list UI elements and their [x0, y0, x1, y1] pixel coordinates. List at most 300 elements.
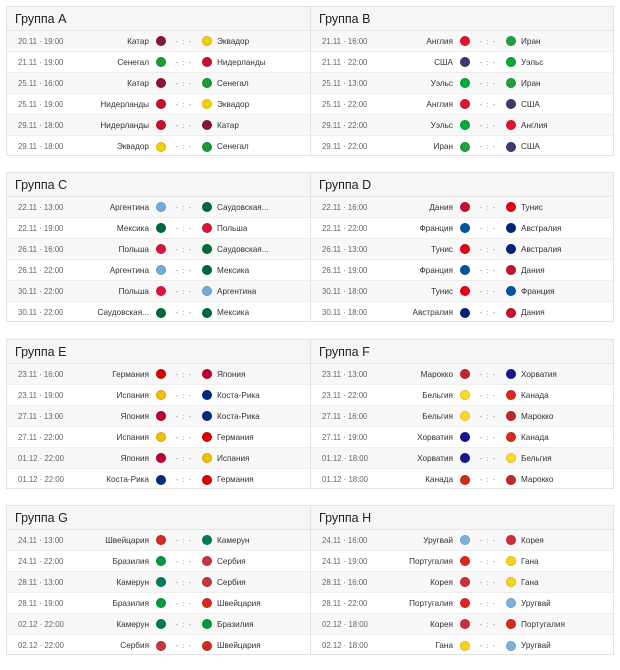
match-row[interactable] — [311, 260, 613, 281]
group-title: Группа G — [7, 506, 310, 530]
match-row[interactable] — [7, 593, 310, 614]
away-flag-icon — [506, 535, 516, 545]
match-row[interactable] — [7, 260, 310, 281]
home-team: Тунис — [431, 286, 453, 296]
home-flag-icon — [156, 99, 166, 109]
match-date: 27.11 · 16:00 — [322, 411, 368, 421]
match-score: - : - — [479, 475, 497, 484]
home-flag-icon — [460, 142, 470, 152]
away-flag-icon — [202, 36, 212, 46]
home-team: Катар — [127, 36, 149, 46]
away-flag-icon — [202, 286, 212, 296]
away-team: Гана — [521, 556, 539, 566]
match-row[interactable] — [311, 469, 613, 490]
away-team: Германия — [217, 475, 254, 484]
match-row[interactable] — [311, 635, 613, 656]
away-team: Саудовская... — [217, 244, 269, 254]
home-team: Хорватия — [417, 432, 453, 442]
away-flag-icon — [202, 556, 212, 566]
group-block-row — [6, 505, 614, 655]
match-score: - : - — [479, 223, 497, 233]
match-score: - : - — [479, 78, 497, 88]
home-team: Испания — [116, 390, 149, 400]
match-row[interactable] — [311, 302, 613, 323]
home-team: Англия — [426, 99, 453, 109]
home-flag-icon — [156, 265, 166, 275]
match-row[interactable] — [7, 31, 310, 52]
home-team: Катар — [127, 78, 149, 88]
away-team: Корея — [521, 535, 544, 545]
match-score: - : - — [175, 556, 193, 566]
match-row[interactable] — [311, 385, 613, 406]
group-panel — [7, 340, 310, 488]
away-team: Бельгия — [521, 453, 552, 463]
match-score: - : - — [175, 598, 193, 608]
match-row[interactable] — [7, 239, 310, 260]
match-score: - : - — [175, 265, 193, 275]
match-date: 25.11 · 22:00 — [322, 99, 368, 109]
match-score: - : - — [479, 120, 497, 130]
away-flag-icon — [202, 57, 212, 67]
match-row[interactable] — [7, 635, 310, 656]
match-date: 22.11 · 16:00 — [322, 202, 368, 212]
away-flag-icon — [506, 142, 516, 152]
match-date: 30.11 · 18:00 — [322, 286, 368, 296]
match-row[interactable] — [7, 469, 310, 490]
match-date: 24.11 · 13:00 — [18, 535, 64, 545]
home-flag-icon — [460, 556, 470, 566]
away-flag-icon — [506, 57, 516, 67]
match-score: - : - — [479, 641, 497, 650]
match-score: - : - — [479, 57, 497, 67]
home-flag-icon — [460, 369, 470, 379]
home-team: Камерун — [116, 619, 149, 629]
match-date: 02.12 · 22:00 — [18, 641, 64, 650]
group-panel — [7, 7, 310, 155]
match-date: 02.12 · 18:00 — [322, 619, 368, 629]
away-team: Эквадор — [217, 99, 250, 109]
home-flag-icon — [156, 78, 166, 88]
away-flag-icon — [506, 36, 516, 46]
home-flag-icon — [460, 36, 470, 46]
match-score: - : - — [175, 286, 193, 296]
match-score: - : - — [175, 202, 193, 212]
away-team: Канада — [521, 390, 549, 400]
match-row[interactable] — [311, 281, 613, 302]
home-team: Германия — [112, 369, 149, 379]
away-team: Канада — [521, 432, 549, 442]
home-flag-icon — [460, 78, 470, 88]
match-score: - : - — [479, 265, 497, 275]
home-team: Бельгия — [422, 411, 453, 421]
away-flag-icon — [202, 202, 212, 212]
match-row[interactable] — [7, 406, 310, 427]
home-flag-icon — [460, 453, 470, 463]
match-score: - : - — [175, 57, 193, 67]
match-row[interactable] — [7, 572, 310, 593]
away-team: Сербия — [217, 577, 246, 587]
match-date: 26.11 · 13:00 — [322, 244, 368, 254]
group-block-row — [6, 172, 614, 322]
match-date: 22.11 · 13:00 — [18, 202, 64, 212]
away-flag-icon — [506, 78, 516, 88]
away-team: Коста-Рика — [217, 411, 260, 421]
match-row[interactable] — [7, 427, 310, 448]
home-flag-icon — [460, 619, 470, 629]
away-flag-icon — [506, 99, 516, 109]
match-row[interactable] — [7, 281, 310, 302]
away-flag-icon — [202, 120, 212, 130]
match-row[interactable] — [311, 115, 613, 136]
match-row[interactable] — [7, 551, 310, 572]
match-score: - : - — [479, 453, 497, 463]
home-team: Иран — [433, 142, 453, 151]
home-flag-icon — [460, 390, 470, 400]
home-team: Польша — [118, 244, 149, 254]
home-team: Япония — [120, 411, 149, 421]
match-row[interactable] — [311, 614, 613, 635]
match-date: 01.12 · 22:00 — [18, 453, 64, 463]
away-flag-icon — [506, 619, 516, 629]
home-flag-icon — [156, 57, 166, 67]
match-score: - : - — [175, 223, 193, 233]
home-flag-icon — [460, 223, 470, 233]
match-row[interactable] — [311, 364, 613, 385]
match-score: - : - — [479, 286, 497, 296]
away-team: Уругвай — [521, 641, 551, 650]
away-flag-icon — [202, 369, 212, 379]
group-panel — [310, 506, 613, 654]
match-score: - : - — [175, 390, 193, 400]
away-team: Гана — [521, 577, 539, 587]
match-score: - : - — [175, 453, 193, 463]
match-list — [7, 364, 310, 490]
home-team: Австралия — [412, 308, 453, 317]
match-date: 23.11 · 13:00 — [322, 369, 368, 379]
away-flag-icon — [506, 265, 516, 275]
match-date: 23.11 · 19:00 — [18, 390, 64, 400]
match-list — [311, 197, 613, 323]
away-flag-icon — [202, 619, 212, 629]
match-score: - : - — [175, 142, 193, 151]
away-flag-icon — [506, 286, 516, 296]
match-list — [7, 530, 310, 656]
home-team: Испания — [116, 432, 149, 442]
away-flag-icon — [506, 120, 516, 130]
match-score: - : - — [479, 411, 497, 421]
away-flag-icon — [202, 598, 212, 608]
home-team: Франция — [419, 223, 453, 233]
away-flag-icon — [506, 411, 516, 421]
match-row[interactable] — [7, 94, 310, 115]
away-team: Франция — [521, 286, 555, 296]
home-team: Камерун — [116, 577, 149, 587]
home-flag-icon — [156, 432, 166, 442]
home-team: Франция — [419, 265, 453, 275]
match-row[interactable] — [7, 530, 310, 551]
home-flag-icon — [156, 308, 166, 318]
match-row[interactable] — [311, 94, 613, 115]
home-team: Хорватия — [417, 453, 453, 463]
home-flag-icon — [460, 265, 470, 275]
home-flag-icon — [460, 244, 470, 254]
home-team: Гана — [435, 641, 453, 650]
match-date: 30.11 · 22:00 — [18, 286, 64, 296]
match-row[interactable] — [311, 52, 613, 73]
home-flag-icon — [156, 475, 166, 485]
home-team: Саудовская... — [97, 308, 149, 317]
home-flag-icon — [156, 369, 166, 379]
match-score: - : - — [479, 390, 497, 400]
match-row[interactable] — [7, 385, 310, 406]
away-team: Швейцария — [217, 641, 261, 650]
away-team: Мексика — [217, 308, 250, 317]
match-row[interactable] — [311, 239, 613, 260]
match-list — [311, 364, 613, 490]
away-flag-icon — [202, 641, 212, 651]
match-date: 24.11 · 16:00 — [322, 535, 368, 545]
match-date: 30.11 · 22:00 — [18, 308, 64, 317]
away-flag-icon — [202, 244, 212, 254]
away-team: Эквадор — [217, 36, 250, 46]
match-row[interactable] — [311, 136, 613, 157]
match-score: - : - — [479, 202, 497, 212]
home-team: Англия — [426, 36, 453, 46]
group-panel — [310, 7, 613, 155]
group-block-row — [6, 6, 614, 156]
away-flag-icon — [202, 390, 212, 400]
home-flag-icon — [460, 535, 470, 545]
group-title: Группа B — [311, 7, 613, 31]
match-score: - : - — [175, 641, 193, 650]
match-row[interactable] — [7, 52, 310, 73]
home-flag-icon — [156, 120, 166, 130]
away-flag-icon — [506, 244, 516, 254]
home-flag-icon — [156, 36, 166, 46]
home-team: Корея — [430, 577, 453, 587]
match-row[interactable] — [311, 530, 613, 551]
away-flag-icon — [506, 390, 516, 400]
away-team: Япония — [217, 369, 246, 379]
group-panel — [310, 173, 613, 321]
home-flag-icon — [460, 475, 470, 485]
match-row[interactable] — [7, 115, 310, 136]
away-flag-icon — [506, 453, 516, 463]
home-team: Дания — [429, 202, 453, 212]
match-row[interactable] — [311, 31, 613, 52]
match-row[interactable] — [7, 614, 310, 635]
group-title: Группа E — [7, 340, 310, 364]
home-flag-icon — [460, 286, 470, 296]
match-list — [311, 31, 613, 157]
away-team: Испания — [217, 453, 250, 463]
match-date: 23.11 · 16:00 — [18, 369, 64, 379]
match-date: 28.11 · 13:00 — [18, 577, 64, 587]
home-team: Аргентина — [109, 265, 149, 275]
match-date: 20.11 · 19:00 — [18, 36, 64, 46]
home-team: Уругвай — [423, 535, 453, 545]
away-team: Аргентина — [217, 286, 257, 296]
away-flag-icon — [202, 432, 212, 442]
match-row[interactable] — [311, 593, 613, 614]
match-score: - : - — [479, 432, 497, 442]
match-date: 26.11 · 22:00 — [18, 265, 64, 275]
home-team: Португалия — [409, 556, 453, 566]
away-flag-icon — [202, 308, 212, 318]
home-team: Нидерланды — [100, 99, 149, 109]
match-date: 26.11 · 19:00 — [322, 265, 368, 275]
match-date: 01.12 · 22:00 — [18, 475, 64, 484]
match-date: 24.11 · 22:00 — [18, 556, 64, 566]
match-score: - : - — [175, 475, 193, 484]
away-team: Уругвай — [521, 598, 551, 608]
away-team: Германия — [217, 432, 254, 442]
away-team: Катар — [217, 120, 239, 130]
match-date: 28.11 · 22:00 — [322, 598, 368, 608]
match-score: - : - — [175, 36, 193, 46]
away-flag-icon — [506, 577, 516, 587]
match-date: 01.12 · 18:00 — [322, 475, 368, 484]
away-team: США — [521, 142, 540, 151]
group-panel — [7, 173, 310, 321]
match-row[interactable] — [7, 197, 310, 218]
home-team: Бразилия — [112, 556, 149, 566]
match-row[interactable] — [311, 406, 613, 427]
away-flag-icon — [202, 411, 212, 421]
home-flag-icon — [156, 556, 166, 566]
match-date: 01.12 · 18:00 — [322, 453, 368, 463]
match-score: - : - — [479, 535, 497, 545]
away-flag-icon — [202, 223, 212, 233]
away-flag-icon — [202, 577, 212, 587]
away-flag-icon — [202, 99, 212, 109]
group-block-row — [6, 339, 614, 489]
match-date: 28.11 · 19:00 — [18, 598, 64, 608]
away-team: Иран — [521, 36, 541, 46]
away-flag-icon — [202, 265, 212, 275]
away-flag-icon — [202, 475, 212, 485]
away-team: Камерун — [217, 535, 250, 545]
match-row[interactable] — [311, 551, 613, 572]
match-row[interactable] — [311, 572, 613, 593]
group-title: Группа A — [7, 7, 310, 31]
home-team: Коста-Рика — [106, 475, 149, 484]
match-score: - : - — [479, 308, 497, 317]
home-flag-icon — [156, 535, 166, 545]
match-score: - : - — [175, 244, 193, 254]
match-row[interactable] — [7, 136, 310, 157]
away-team: Хорватия — [521, 369, 557, 379]
match-score: - : - — [175, 78, 193, 88]
away-team: Коста-Рика — [217, 390, 260, 400]
away-flag-icon — [506, 641, 516, 651]
away-team: Марокко — [521, 411, 554, 421]
home-flag-icon — [460, 598, 470, 608]
home-team: Сенегал — [117, 57, 149, 67]
home-flag-icon — [156, 411, 166, 421]
home-team: Швейцария — [105, 535, 149, 545]
match-date: 26.11 · 16:00 — [18, 244, 64, 254]
match-date: 29.11 · 22:00 — [322, 142, 368, 151]
match-row[interactable] — [7, 302, 310, 323]
home-flag-icon — [156, 453, 166, 463]
group-panel — [7, 506, 310, 654]
away-flag-icon — [506, 369, 516, 379]
match-date: 23.11 · 22:00 — [322, 390, 368, 400]
home-flag-icon — [460, 202, 470, 212]
away-flag-icon — [202, 535, 212, 545]
home-team: Уэльс — [430, 120, 453, 130]
match-row[interactable] — [311, 427, 613, 448]
match-date: 02.12 · 22:00 — [18, 619, 64, 629]
match-row[interactable] — [311, 197, 613, 218]
away-team: Австралия — [521, 244, 562, 254]
home-flag-icon — [156, 577, 166, 587]
match-date: 27.11 · 22:00 — [18, 432, 64, 442]
away-team: Дания — [521, 308, 545, 317]
home-team: Эквадор — [116, 142, 149, 151]
match-date: 27.11 · 19:00 — [322, 432, 368, 442]
away-team: Бразилия — [217, 619, 254, 629]
away-team: Сенегал — [217, 142, 249, 151]
match-score: - : - — [175, 120, 193, 130]
home-team: Канада — [425, 475, 453, 484]
home-team: Мексика — [116, 223, 149, 233]
group-panel — [310, 340, 613, 488]
away-team: Сенегал — [217, 78, 249, 88]
home-flag-icon — [460, 641, 470, 651]
match-score: - : - — [479, 619, 497, 629]
home-flag-icon — [460, 411, 470, 421]
match-score: - : - — [479, 36, 497, 46]
match-row[interactable] — [311, 218, 613, 239]
match-date: 22.11 · 22:00 — [322, 223, 368, 233]
away-flag-icon — [506, 223, 516, 233]
away-team: Австралия — [521, 223, 562, 233]
match-list — [7, 197, 310, 323]
match-date: 27.11 · 13:00 — [18, 411, 64, 421]
match-row[interactable] — [7, 364, 310, 385]
match-date: 30.11 · 18:00 — [322, 308, 368, 317]
away-flag-icon — [506, 475, 516, 485]
match-score: - : - — [479, 556, 497, 566]
away-team: Португалия — [521, 619, 565, 629]
match-date: 25.11 · 16:00 — [18, 78, 64, 88]
match-score: - : - — [175, 619, 193, 629]
home-team: Португалия — [409, 598, 453, 608]
away-flag-icon — [202, 78, 212, 88]
away-team: США — [521, 99, 540, 109]
match-row[interactable] — [7, 448, 310, 469]
match-row[interactable] — [7, 73, 310, 94]
away-team: Иран — [521, 78, 541, 88]
home-team: Бразилия — [112, 598, 149, 608]
away-flag-icon — [202, 453, 212, 463]
match-row[interactable] — [7, 218, 310, 239]
match-row[interactable] — [311, 448, 613, 469]
home-flag-icon — [156, 223, 166, 233]
away-team: Марокко — [521, 475, 554, 484]
home-flag-icon — [156, 641, 166, 651]
match-date: 21.11 · 16:00 — [322, 36, 368, 46]
match-row[interactable] — [311, 73, 613, 94]
home-flag-icon — [156, 142, 166, 152]
match-score: - : - — [175, 432, 193, 442]
match-list — [7, 31, 310, 157]
home-team: Сербия — [120, 641, 149, 650]
away-flag-icon — [506, 308, 516, 318]
match-date: 29.11 · 22:00 — [322, 120, 368, 130]
